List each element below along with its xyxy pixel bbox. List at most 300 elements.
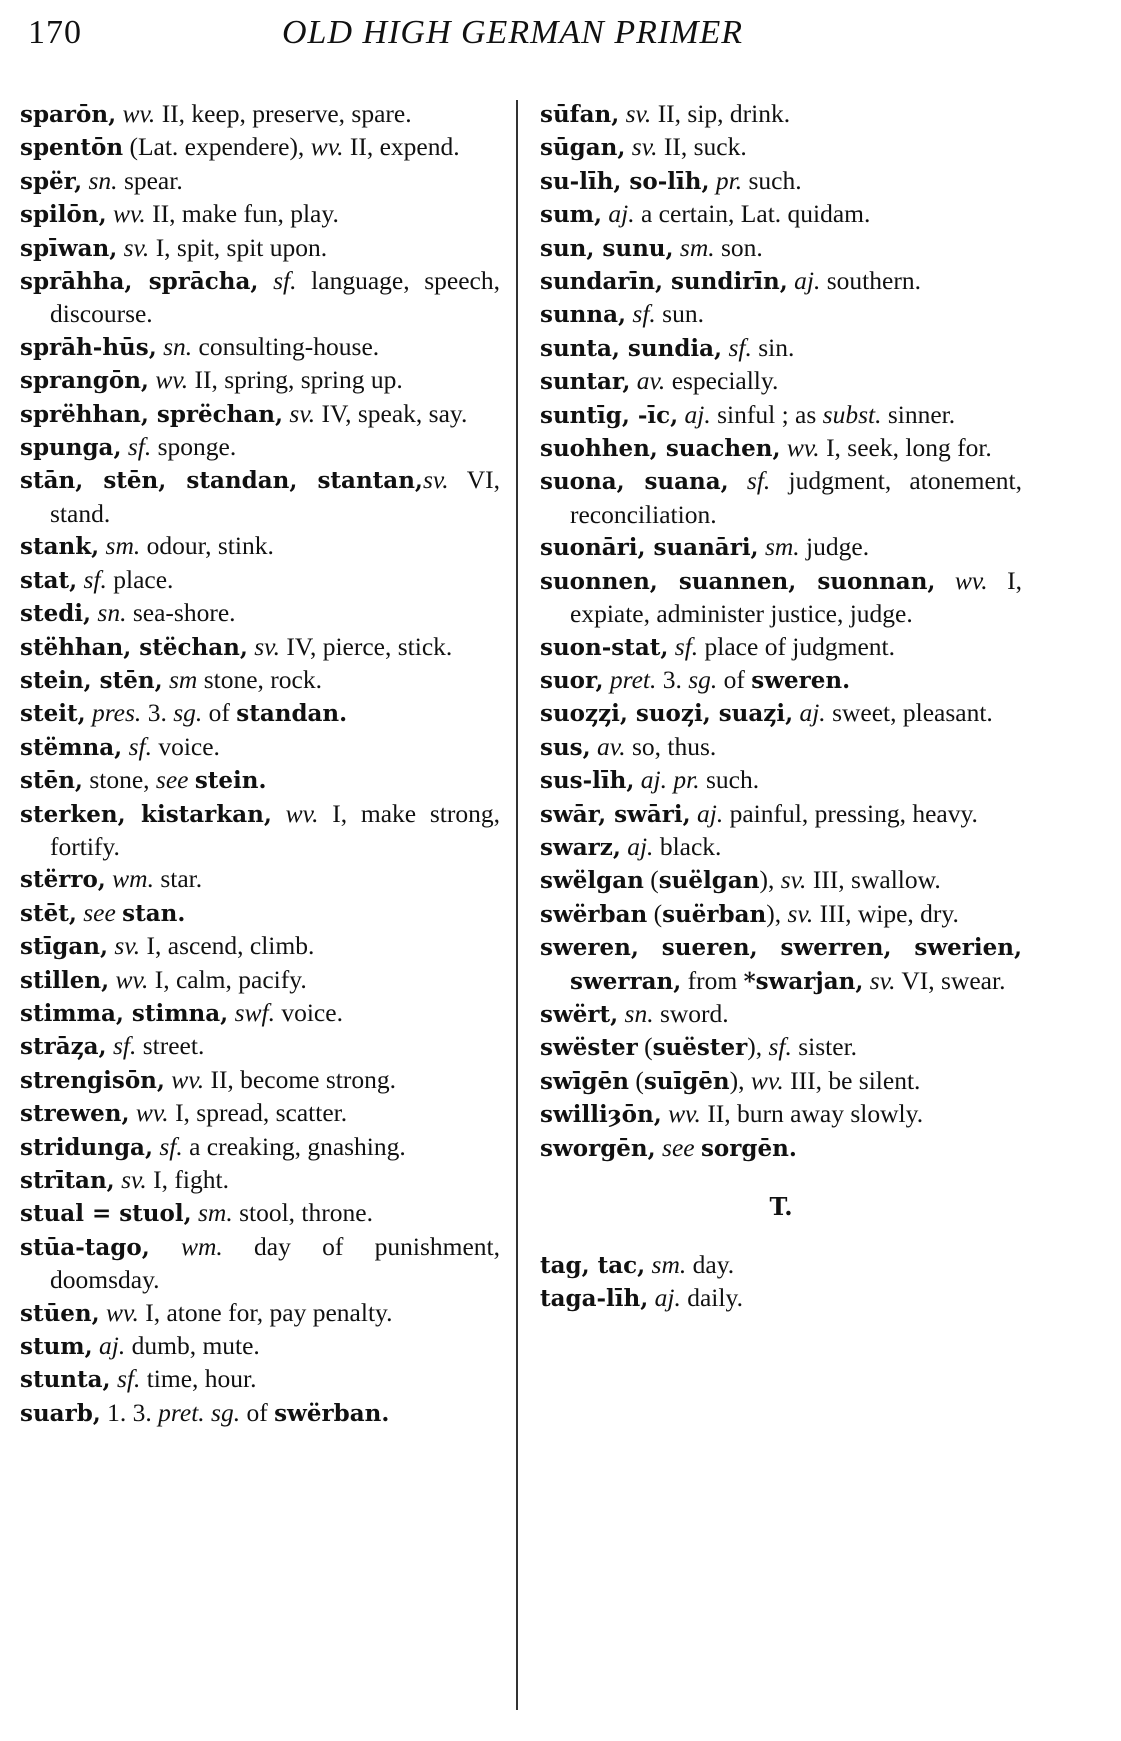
dictionary-entry: [20, 265, 500, 331]
definition-text: I, seek, long for.: [819, 433, 992, 463]
headword: spilōn,: [20, 201, 107, 229]
definition-text: VI, swear.: [895, 965, 1006, 995]
definition-text: daily.: [680, 1283, 743, 1313]
grammar-abbrev: sf.: [632, 299, 656, 329]
dictionary-entry: [20, 1030, 500, 1063]
grammar-abbrev: wv.: [112, 199, 146, 229]
headword: sweren, sueren, swerren, swerien, swerran,: [540, 934, 1022, 995]
grammar-abbrev: pret.: [609, 664, 657, 694]
grammar-abbrev: sf.: [112, 1031, 137, 1061]
headword: suntar,: [540, 368, 631, 396]
definition-text: southern.: [820, 266, 921, 296]
definition-text: 3.: [141, 698, 174, 728]
dictionary-entry: [20, 964, 500, 997]
grammar-abbrev: sg.: [688, 664, 718, 694]
dictionary-entry: [540, 664, 1022, 697]
headword: spentōn: [20, 134, 124, 162]
definition-text: black.: [653, 831, 722, 861]
definition-text: day.: [686, 1250, 735, 1279]
dictionary-entry: [540, 1249, 1022, 1282]
grammar-abbrev: sv.: [780, 865, 807, 895]
definition-text: ),: [766, 898, 788, 928]
definition-text: spear.: [117, 165, 183, 195]
grammar-abbrev: sm.: [679, 232, 715, 262]
headword: sprangōn,: [20, 367, 149, 395]
grammar-abbrev: sv.: [625, 99, 652, 128]
headword: sunta, sundia,: [540, 334, 723, 362]
dictionary-entry: [540, 898, 1022, 931]
dictionary-entry: [540, 232, 1022, 265]
definition-text: such.: [742, 165, 802, 195]
grammar-abbrev: sf.: [159, 1131, 183, 1161]
definition-text: II, expend.: [343, 132, 460, 162]
grammar-abbrev: av.: [636, 366, 666, 396]
definition-text: day of punishment, doomsday.: [50, 1231, 500, 1295]
headword: stān, stēn, standan, stantan,: [20, 467, 423, 495]
definition-text: II, become strong.: [204, 1064, 396, 1094]
definition-text: (: [643, 865, 659, 895]
dictionary-entry: [540, 565, 1022, 631]
headword: suërban: [662, 900, 767, 928]
definition-text: stone,: [82, 765, 156, 795]
grammar-abbrev: subst.: [822, 399, 882, 429]
definition-text: such.: [699, 765, 760, 795]
definition-text: [729, 466, 747, 495]
grammar-abbrev: swf.: [234, 997, 275, 1027]
grammar-abbrev: pr.: [673, 765, 700, 795]
grammar-abbrev: sf.: [273, 266, 297, 296]
definition-text: [272, 799, 286, 828]
dictionary-entry: [20, 1330, 500, 1363]
grammar-abbrev: aj.: [627, 831, 654, 861]
headword: suona, suana,: [540, 468, 729, 496]
grammar-abbrev: sg.: [173, 698, 203, 728]
definition-text: judge.: [799, 532, 870, 562]
grammar-abbrev: aj.: [684, 399, 711, 429]
definition-text: sister.: [791, 1032, 858, 1062]
headword: strītan,: [20, 1167, 115, 1194]
grammar-abbrev: sf.: [127, 432, 152, 462]
headword: swīgēn: [540, 1067, 629, 1095]
headword: spīwan,: [20, 234, 118, 262]
headword: strāȥa,: [20, 1033, 107, 1061]
grammar-abbrev: sn.: [88, 165, 118, 195]
grammar-abbrev: pr.: [715, 165, 743, 195]
headword: stan.: [122, 899, 186, 927]
headword: stum,: [20, 1333, 93, 1361]
headword: sweren.: [751, 666, 851, 694]
headword: su-līh, so-līh,: [540, 167, 710, 195]
headword: stēn,: [20, 767, 83, 795]
headword: sterken, kistarkan,: [20, 800, 272, 828]
definition-text: I, fight.: [146, 1165, 229, 1194]
headword: swëster: [540, 1034, 638, 1062]
headword: stëhhan, stëchan,: [20, 633, 248, 661]
headword: stual = stuol,: [20, 1200, 192, 1228]
headword: sūfan,: [540, 101, 620, 128]
headword: suohhen, suachen,: [540, 435, 781, 463]
dictionary-entry: [20, 863, 500, 896]
dictionary-entry: [20, 764, 500, 797]
dictionary-entry: [540, 697, 1022, 730]
definition-text: 1. 3.: [100, 1397, 159, 1427]
grammar-abbrev: sv.: [254, 631, 280, 661]
grammar-abbrev: sm: [169, 664, 198, 694]
dictionary-entry: [540, 831, 1022, 864]
headword: stimma, stimna,: [20, 999, 229, 1027]
grammar-abbrev: wv.: [115, 964, 149, 994]
definition-text: (Lat. expendere),: [123, 132, 311, 162]
definition-text: (: [637, 1032, 653, 1062]
definition-text: consulting-house.: [192, 331, 380, 361]
right-column-entries: [540, 98, 1022, 1165]
definition-text: II, sip, drink.: [651, 99, 791, 128]
definition-text: sinful ; as: [710, 399, 823, 429]
grammar-abbrev: aj.: [794, 266, 821, 296]
grammar-abbrev: sg.: [211, 1397, 241, 1427]
dictionary-entry: [540, 998, 1022, 1031]
dictionary-entry: [540, 399, 1022, 432]
definition-text: especially.: [665, 366, 779, 396]
headword: stillen,: [20, 966, 110, 994]
headword: stridunga,: [20, 1133, 153, 1161]
grammar-abbrev: sv.: [121, 1165, 147, 1194]
dictionary-entry: [20, 530, 500, 563]
definition-text: ),: [759, 865, 781, 895]
dictionary-entry: [20, 431, 500, 464]
grammar-abbrev: wm.: [112, 864, 154, 894]
dictionary-entry: [20, 331, 500, 364]
grammar-abbrev: sv.: [422, 465, 449, 495]
headword: suarb,: [20, 1399, 101, 1427]
definition-text: sun.: [655, 299, 704, 329]
grammar-abbrev: wv.: [668, 1099, 701, 1129]
definition-text: judgment, atonement, reconciliation.: [570, 466, 1023, 529]
dictionary-entry: [20, 1164, 500, 1197]
headword: standan.: [236, 700, 348, 728]
headword: stīgan,: [20, 933, 109, 961]
definition-text: [150, 1232, 181, 1261]
dictionary-entry: [20, 1231, 500, 1297]
headword: sun, sunu,: [540, 234, 674, 262]
definition-text: I, calm, pacify.: [148, 964, 307, 994]
dictionary-entry: [540, 298, 1022, 331]
grammar-abbrev: aj.: [654, 1283, 681, 1313]
headword: stein, stēn,: [20, 666, 163, 694]
definition-text: III, wipe, dry.: [813, 898, 959, 928]
grammar-abbrev: sv.: [289, 398, 316, 428]
dictionary-entry: [540, 1031, 1022, 1064]
grammar-abbrev: aj.: [640, 765, 667, 795]
dictionary-entry: [540, 165, 1022, 198]
page-number: 170: [28, 14, 82, 51]
headword: suon-stat,: [540, 633, 669, 661]
dictionary-entry: [20, 1297, 500, 1330]
definition-text: IV, pierce, stick.: [279, 631, 453, 661]
grammar-abbrev: sn.: [624, 998, 654, 1028]
dictionary-entry: [20, 1131, 500, 1164]
headword: stunta,: [20, 1366, 111, 1394]
grammar-abbrev: sv.: [631, 132, 658, 162]
dictionary-entry: [20, 98, 500, 131]
headword: spunga,: [20, 434, 122, 462]
grammar-abbrev: sv.: [123, 232, 150, 262]
definition-text: 3.: [656, 664, 689, 694]
grammar-abbrev: sf.: [674, 631, 699, 661]
dictionary-entry: [20, 198, 500, 231]
headword: sorgēn.: [700, 1134, 797, 1162]
headword: stein.: [194, 767, 267, 795]
definition-text: sea-shore.: [126, 598, 236, 628]
headword: sus,: [540, 733, 591, 761]
headword: swërban: [540, 900, 648, 928]
headword: sprāhha, sprācha,: [20, 268, 259, 296]
definition-text: dumb, mute.: [125, 1331, 260, 1361]
grammar-abbrev: see: [155, 765, 189, 795]
headword: stūen,: [20, 1299, 100, 1327]
definition-text: a creaking, gnashing.: [182, 1131, 406, 1161]
dictionary-entry: [20, 731, 500, 764]
dictionary-entry: [540, 465, 1022, 531]
grammar-abbrev: av.: [597, 731, 626, 761]
headword: sus-līh,: [540, 767, 635, 795]
dictionary-entry: [20, 597, 500, 630]
definition-text: time, hour.: [140, 1364, 257, 1394]
dictionary-entry: [20, 897, 500, 930]
grammar-abbrev: aj.: [799, 698, 826, 728]
dictionary-entry: [540, 531, 1022, 564]
headword: sum,: [540, 201, 603, 229]
grammar-abbrev: sm.: [651, 1250, 687, 1279]
headword: tag, tac,: [540, 1252, 646, 1279]
dictionary-entry: [20, 564, 500, 597]
definition-text: sin.: [751, 332, 795, 362]
grammar-abbrev: sm.: [764, 532, 800, 562]
definition-text: of: [240, 1397, 275, 1427]
headword: sundarīn, sundirīn,: [540, 268, 788, 296]
dictionary-entry: [540, 1098, 1022, 1131]
definition-text: son.: [714, 232, 763, 262]
headword: strewen,: [20, 1100, 130, 1128]
definition-text: of: [717, 664, 752, 694]
headword: suonāri, suanāri,: [540, 534, 759, 562]
definition-text: III, swallow.: [806, 865, 941, 895]
definition-text: [258, 266, 273, 295]
dictionary-entry: [20, 364, 500, 397]
dictionary-entry: [20, 1397, 500, 1430]
headword: sparōn,: [20, 101, 117, 128]
grammar-abbrev: wv.: [750, 1065, 784, 1095]
dictionary-entry: [20, 464, 500, 530]
headword: suoȥȥi, suoȥi, suaȥi,: [540, 700, 794, 728]
definition-text: (: [647, 898, 663, 928]
grammar-abbrev: wv.: [155, 365, 189, 395]
definition-text: II, make fun, play.: [145, 199, 339, 229]
definition-text: of: [202, 698, 237, 728]
headword: stërro,: [20, 866, 106, 894]
grammar-abbrev: pres.: [91, 698, 142, 728]
headword: suonnen, suannen, suonnan,: [540, 567, 936, 595]
definition-text: [935, 566, 954, 595]
definition-text: voice.: [274, 997, 343, 1027]
headword: steit,: [20, 700, 86, 728]
definition-text: place.: [106, 564, 174, 594]
dictionary-entry: [20, 131, 500, 164]
dictionary-entry: [540, 131, 1022, 164]
dictionary-entry: [20, 697, 500, 730]
grammar-abbrev: sf.: [83, 564, 107, 594]
definition-text: VI, stand.: [50, 465, 501, 528]
grammar-abbrev: sf.: [116, 1364, 141, 1394]
right-column: [540, 98, 1022, 1316]
definition-text: I, spread, scatter.: [168, 1098, 348, 1128]
definition-text: ),: [729, 1065, 751, 1095]
definition-text: I, ascend, climb.: [140, 931, 315, 961]
headword: stat,: [20, 566, 78, 594]
headword: stank,: [20, 533, 100, 561]
definition-text: sword.: [653, 998, 729, 1028]
headword: suntīg, -īc,: [540, 401, 679, 429]
definition-text: sweet, pleasant.: [825, 698, 993, 728]
grammar-abbrev: pret.: [158, 1397, 205, 1427]
dictionary-entry: [20, 398, 500, 431]
grammar-abbrev: wv.: [122, 99, 156, 128]
definition-text: place of judgment.: [698, 631, 896, 661]
grammar-abbrev: sn.: [163, 331, 193, 361]
grammar-abbrev: see: [662, 1132, 695, 1162]
definition-text: stool, throne.: [232, 1198, 373, 1228]
dictionary-entry: [540, 798, 1022, 831]
dictionary-entry: [540, 365, 1022, 398]
headword: swërt,: [540, 1000, 619, 1028]
dictionary-entry: [20, 1064, 500, 1097]
definition-text: star.: [153, 864, 203, 894]
dictionary-entry: [540, 1282, 1022, 1315]
definition-text: voice.: [151, 731, 220, 761]
headword: sworgēn,: [540, 1134, 656, 1162]
definition-text: street.: [136, 1031, 205, 1061]
dictionary-entry: [20, 798, 500, 864]
grammar-abbrev: wv.: [310, 132, 344, 162]
headword: swarz,: [540, 833, 621, 861]
dictionary-entry: [540, 631, 1022, 664]
column-divider: [516, 100, 518, 1710]
dictionary-entry: [20, 1097, 500, 1130]
definition-text: odour, stink.: [140, 531, 274, 561]
definition-text: language, speech, discourse.: [50, 266, 501, 329]
grammar-abbrev: wv.: [135, 1098, 169, 1128]
headword: *swarjan,: [743, 967, 864, 995]
headword: spër,: [20, 167, 83, 195]
definition-text: I, spit, spit upon.: [149, 232, 328, 262]
grammar-abbrev: sv.: [787, 898, 814, 928]
headword: suor,: [540, 666, 604, 694]
right-column-entries-after: [540, 1249, 1022, 1316]
grammar-abbrev: wv.: [171, 1064, 205, 1094]
running-title: OLD HIGH GERMAN PRIMER: [282, 14, 744, 51]
definition-text: II, keep, preserve, spare.: [155, 99, 412, 128]
headword: stēt,: [20, 899, 77, 927]
headword: suëster: [652, 1034, 748, 1062]
grammar-abbrev: sf.: [728, 332, 752, 362]
grammar-abbrev: aj.: [99, 1331, 126, 1361]
dictionary-entry: [540, 432, 1022, 465]
headword: stūa-tago,: [20, 1233, 150, 1261]
definition-text: III, be silent.: [783, 1065, 921, 1095]
grammar-abbrev: wv.: [106, 1297, 139, 1327]
dictionary-entry: [540, 265, 1022, 298]
definition-text: painful, pressing, heavy.: [723, 798, 978, 828]
grammar-abbrev: wm.: [180, 1231, 223, 1261]
grammar-abbrev: sm.: [197, 1198, 233, 1228]
dictionary-entry: [20, 664, 500, 697]
dictionary-entry: [540, 332, 1022, 365]
definition-text: IV, speak, say.: [315, 398, 468, 428]
headword: sprëhhan, sprëchan,: [20, 400, 284, 428]
dictionary-entry: [20, 232, 500, 265]
dictionary-entry: [540, 931, 1022, 998]
dictionary-entry: [540, 1132, 1022, 1165]
headword: sūgan,: [540, 134, 626, 162]
dictionary-entry: [540, 98, 1022, 131]
headword: suëlgan: [658, 867, 760, 895]
dictionary-entry: [540, 198, 1022, 231]
definition-text: II, suck.: [657, 132, 747, 162]
definition-text: I, make strong, fortify.: [50, 798, 501, 861]
dictionary-entry: [540, 764, 1022, 797]
dictionary-entry: [540, 731, 1022, 764]
headword: swilliȝōn,: [540, 1101, 662, 1129]
grammar-abbrev: aj.: [697, 798, 724, 828]
definition-text: sinner.: [881, 399, 956, 429]
headword: strengisōn,: [20, 1066, 165, 1094]
definition-text: I, atone for, pay penalty.: [138, 1297, 393, 1327]
headword: swār, swāri,: [540, 800, 691, 828]
grammar-abbrev: aj.: [608, 199, 635, 229]
page-header: [0, 10, 1121, 54]
dictionary-entry: [20, 631, 500, 664]
grammar-abbrev: sf.: [768, 1032, 792, 1062]
definition-text: (: [628, 1065, 644, 1095]
dictionary-entry: [20, 997, 500, 1030]
definition-text: stone, rock.: [197, 664, 322, 694]
definition-text: ),: [747, 1032, 769, 1062]
headword: stëmna,: [20, 733, 123, 761]
grammar-abbrev: see: [83, 897, 116, 927]
dictionary-entry: [20, 165, 500, 198]
definition-text: sponge.: [151, 432, 237, 462]
grammar-abbrev: sv.: [114, 931, 141, 961]
definition-text: II, spring, spring up.: [188, 365, 403, 395]
dictionary-entry: [20, 930, 500, 963]
headword: swëlgan: [540, 867, 644, 895]
headword: sprāh-hūs,: [20, 333, 157, 361]
section-letter: T.: [769, 1192, 793, 1221]
grammar-abbrev: sf.: [746, 466, 771, 496]
definition-text: II, burn away slowly.: [700, 1099, 924, 1129]
definition-text: from: [681, 965, 744, 995]
headword: taga-līh,: [540, 1285, 649, 1313]
grammar-abbrev: wv.: [285, 798, 319, 828]
grammar-abbrev: sm.: [105, 531, 141, 561]
headword: sunna,: [540, 301, 627, 329]
dictionary-entry: [20, 1197, 500, 1230]
headword: swërban.: [274, 1399, 390, 1427]
headword: stedi,: [20, 600, 92, 628]
definition-text: I, expiate, administer justice, judge.: [570, 565, 1022, 629]
definition-text: so, thus.: [625, 731, 717, 761]
grammar-abbrev: wv.: [954, 565, 988, 595]
